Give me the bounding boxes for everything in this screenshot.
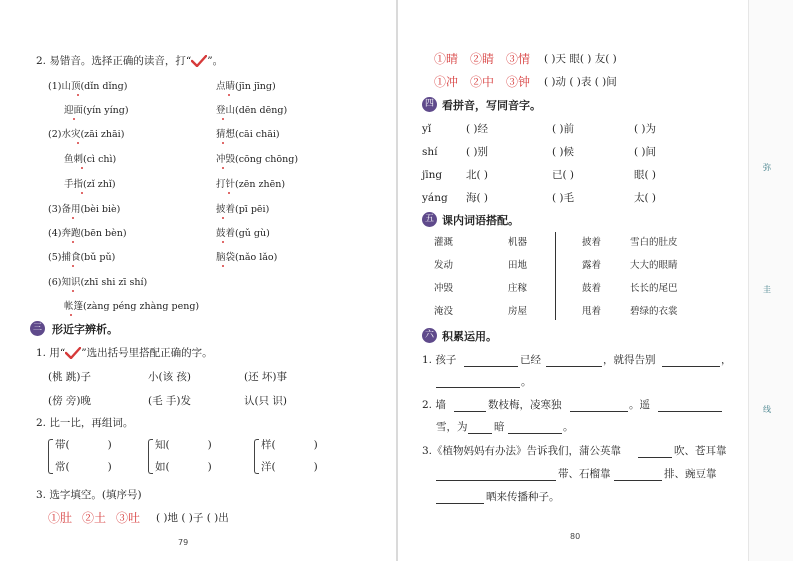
answer-line[interactable] [546,366,602,367]
match-word: 发动 [434,260,454,271]
section-badge: 五 [422,212,437,227]
match-word: 长长的尾巴 [630,283,678,294]
question-text: 排、豌豆靠 [664,468,717,480]
pinyin-item: (3)备用(bèi biè) [48,204,121,215]
option-label: ①冲 [434,75,459,89]
pinyin-item: 鼓着(gǔ gù) [216,228,270,239]
option-label: ①肚 [48,511,73,525]
fill-blanks: ( )地 ( )子 ( )出 [156,512,229,524]
answer-line[interactable] [468,433,492,434]
brace-icon [254,439,259,474]
check-mark-icon [191,55,207,67]
section-badge: 四 [422,97,437,112]
match-word: 淹没 [434,306,454,317]
option-label: ①晴 [434,52,459,66]
fill-blank: ( )毛 [552,192,575,204]
answer-line[interactable] [638,457,672,458]
answer-line[interactable] [436,480,556,481]
answer-line[interactable] [436,503,484,504]
answer-line[interactable] [436,387,520,388]
side-tab: 弥 [763,163,771,172]
q3-title: 3. 选字填空。(填序号) [36,489,142,501]
match-word: 灌溉 [434,237,454,248]
choice-item: (傍 旁)晚 [48,395,92,407]
fill-blank: 眼( ) [634,169,657,181]
fill-blanks: ( )动 ( )表 ( )间 [544,76,617,88]
fill-blank: ( )为 [634,123,657,135]
pinyin-item: (6)知识(zhī shi zī shí) [48,277,148,288]
pinyin-item: (1)山顶(dǐn dǐng) [48,81,128,92]
option-label: ③情 [506,52,531,66]
match-word: 房屋 [508,306,528,317]
question-text: 晒来传播种子。 [486,491,560,503]
fill-blank: 北( ) [466,169,489,181]
section-badge: 六 [422,328,437,343]
page-number: 79 [178,538,189,547]
side-strip [748,0,793,561]
match-word: 碧绿的衣裳 [630,306,678,317]
option-label: ②中 [470,75,495,89]
q2-title: 2. 易错音。选择正确的读音，打“ ”。 [36,55,224,67]
option-label: ②睛 [470,52,495,66]
answer-line[interactable] [570,411,628,412]
answer-line[interactable] [454,411,486,412]
pinyin-item: 猜想(cāi chāi) [216,129,280,140]
pinyin-item: (5)捕食(bǔ pǔ) [48,252,116,263]
pinyin-item: 登山(dēn dēng) [216,105,288,116]
brace-icon [48,439,53,474]
option-label: ③吐 [116,511,141,525]
compare-bottom: 常( ) [55,461,112,473]
page-number: 80 [570,532,581,541]
pinyin-item: 帐篷(zàng péng zhàng peng) [64,301,200,312]
fill-blank: ( )经 [466,123,489,135]
pinyin-item: 打针(zēn zhēn) [216,179,286,190]
side-tab: 线 [763,405,771,414]
compare-top: 带( ) [55,439,112,451]
question-text: 数枝梅，凌寒独 [488,399,562,411]
question-text: 1. 孩子 [422,354,457,366]
fill-blank: 已( ) [552,169,575,181]
match-word: 田地 [508,260,528,271]
pinyin-label: yǐ [422,123,432,135]
compare-bottom: 如( ) [155,461,212,473]
answer-line[interactable] [658,411,722,412]
pinyin-item: 脑袋(nǎo lǎo) [216,252,278,263]
compare-top: 知( ) [155,439,212,451]
question-text: 。 [521,376,532,388]
match-word: 大大的眼睛 [630,260,678,271]
pinyin-item: (2)水灾(zāi zhāi) [48,129,125,140]
answer-line[interactable] [508,433,562,434]
pinyin-item: (4)奔跑(bēn bèn) [48,228,127,239]
pinyin-item: 冲毁(cōng chōng) [216,154,299,165]
match-word: 机器 [508,237,528,248]
pinyin-item: 鱼刺(cì chì) [64,154,117,165]
answer-line[interactable] [614,480,662,481]
choice-item: (还 坏)事 [244,371,288,383]
question-text: 。 [563,421,574,433]
choice-item: 认(只 识) [244,395,288,407]
match-word: 庄稼 [508,283,528,294]
question-text: 雪，为 [436,421,468,433]
section-title: 看拼音，写同音字。 [442,99,541,112]
question-text: 3.《植物妈妈有办法》告诉我们，蒲公英靠 [422,445,622,457]
pinyin-label: jīng [422,169,443,181]
question-text: ， [721,354,732,366]
pinyin-item: 手指(zǐ zhǐ) [64,179,116,190]
pinyin-label: yáng [422,192,448,204]
fill-blank: ( )候 [552,146,575,158]
fill-blanks: ( )天 眼( ) 友( ) [544,53,617,65]
match-word: 鼓着 [582,283,602,294]
section-title: 课内词语搭配。 [442,214,519,227]
right-page [398,0,746,561]
fill-blank: ( )别 [466,146,489,158]
pinyin-item: 披着(pī pēi) [216,204,270,215]
choice-item: 小(该 孩) [148,371,192,383]
check-mark-icon [65,347,81,359]
section-title: 形近字辨析。 [52,323,118,336]
match-word: 露着 [582,260,602,271]
fill-blank: ( )前 [552,123,575,135]
question-text: ，就得告别 [603,354,656,366]
answer-line[interactable] [662,366,720,367]
q2b-title: 2. 比一比，再组词。 [36,417,134,429]
choice-item: (毛 手)发 [148,395,192,407]
match-word: 雪白的肚皮 [630,237,678,248]
question-text: 吹、苍耳靠 [674,445,727,457]
pinyin-item: 点睛(jīn jīng) [216,81,276,92]
fill-blank: 海( ) [466,192,489,204]
compare-bottom: 洋( ) [261,461,318,473]
fill-blank: ( )间 [634,146,657,158]
left-page [0,0,396,561]
match-word: 披着 [582,237,602,248]
pinyin-label: shí [422,146,438,158]
answer-line[interactable] [464,366,518,367]
side-tab: 圭 [763,285,771,294]
question-text: 2. 墙 [422,399,446,411]
choice-item: (桃 跳)子 [48,371,92,383]
question-text: 已经 [520,354,541,366]
fill-blank: 太( ) [634,192,657,204]
question-text: 。遥 [629,399,650,411]
pinyin-item: 迎面(yín yíng) [64,105,129,116]
option-label: ③钟 [506,75,531,89]
question-text: 暗 [494,421,505,433]
q1-title: 1. 用“ ”选出括号里搭配正确的字。 [36,347,213,359]
section-badge: 三 [30,321,45,336]
compare-top: 样( ) [261,439,318,451]
brace-icon [148,439,153,474]
match-word: 冲毁 [434,283,454,294]
question-text: 带、石榴靠 [558,468,611,480]
section-title: 积累运用。 [442,330,497,343]
match-word: 甩着 [582,306,602,317]
column-divider [555,232,556,320]
option-label: ②土 [82,511,107,525]
